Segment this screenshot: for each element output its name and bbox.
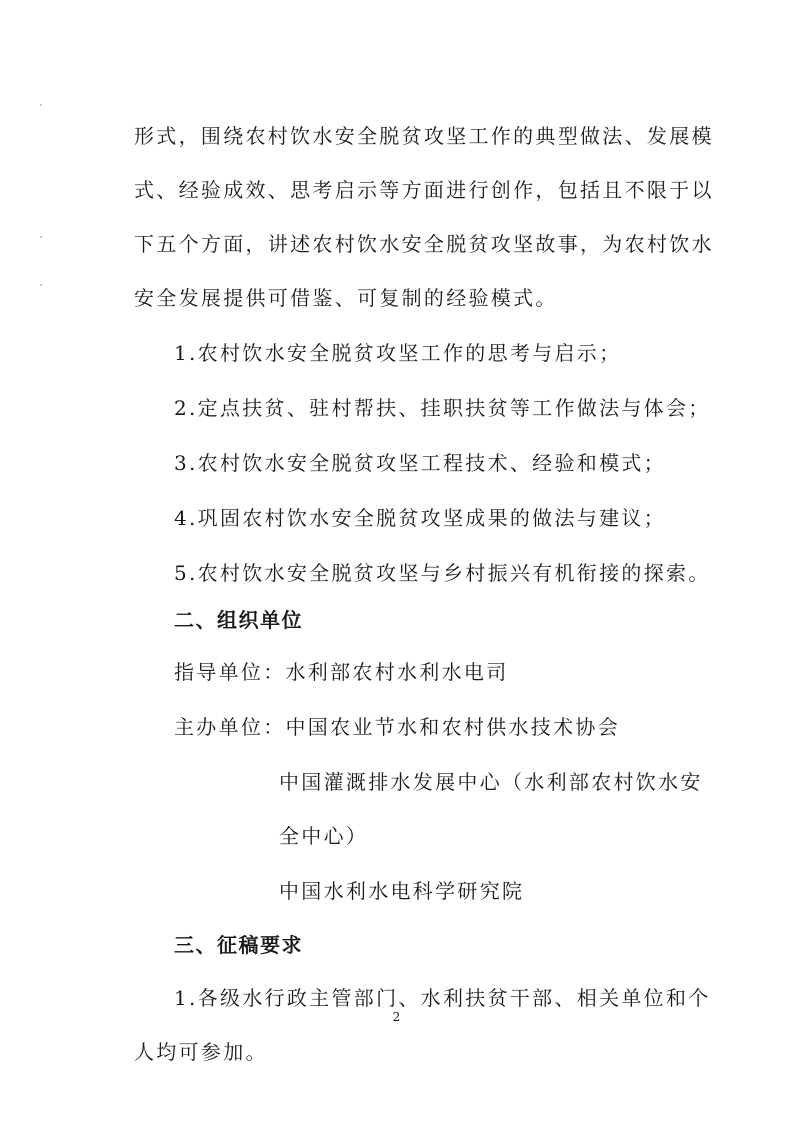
topic-item-1: 1.农村饮水安全脱贫攻坚工作的思考与启示； — [174, 341, 622, 365]
section-heading-organizers: 二、组织单位 — [174, 608, 303, 632]
topic-item-5: 5.农村饮水安全脱贫攻坚与乡村振兴有机衔接的探索。 — [174, 561, 711, 585]
topic-item-4: 4.巩固农村饮水安全脱贫攻坚成果的做法与建议； — [174, 506, 666, 530]
scan-speck — [40, 104, 42, 106]
intro-line-2: 式、经验成效、思考启示等方面进行创作，包括且不限于以 — [134, 178, 714, 202]
scan-speck — [40, 236, 42, 238]
section-heading-requirements: 三、征稿要求 — [174, 933, 303, 957]
intro-line-4: 安全发展提供可借鉴、可复制的经验模式。 — [134, 286, 558, 310]
intro-line-1: 形式，围绕农村饮水安全脱贫攻坚工作的典型做法、发展模 — [134, 124, 714, 148]
guiding-unit: 指导单位：水利部农村水利水电司 — [174, 660, 509, 684]
host-unit-2-continued: 全中心） — [279, 824, 369, 848]
host-unit-3: 中国水利水电科学研究院 — [279, 879, 525, 903]
scan-speck — [40, 284, 42, 286]
page-number: 2 — [392, 1010, 401, 1024]
intro-line-3: 下五个方面，讲述农村饮水安全脱贫攻坚故事，为农村饮水 — [134, 232, 714, 256]
topic-item-2: 2.定点扶贫、驻村帮扶、挂职扶贫等工作做法与体会； — [174, 396, 711, 420]
topic-item-3: 3.农村饮水安全脱贫攻坚工程技术、经验和模式； — [174, 451, 666, 475]
requirement-1-line-1: 1.各级水行政主管部门、水利扶贫干部、相关单位和个 — [174, 986, 711, 1010]
host-unit-2: 中国灌溉排水发展中心（水利部农村饮水安 — [279, 770, 703, 794]
requirement-1-line-2: 人均可参加。 — [134, 1040, 268, 1064]
host-unit-1: 主办单位：中国农业节水和农村供水技术协会 — [174, 715, 620, 739]
